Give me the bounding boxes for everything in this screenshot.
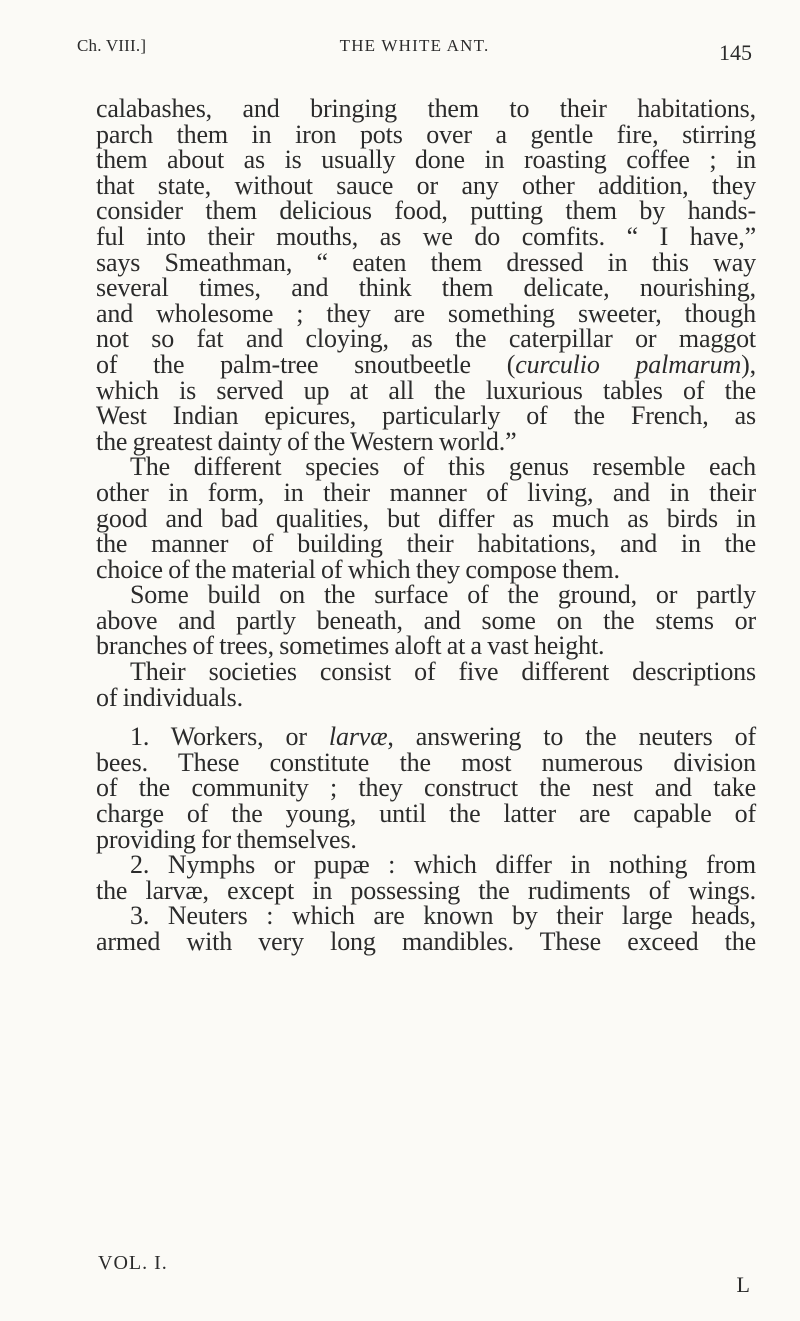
- text-line: providing for themselves.: [96, 824, 357, 854]
- paragraph: [96, 724, 756, 852]
- text-line: ful into their mouths, as we do comfits. “ I have,”: [96, 221, 756, 251]
- text-line: that state, without sauce or any other addition, they: [96, 170, 756, 200]
- text-line: above and partly beneath, and some on the stems or: [96, 605, 756, 635]
- text-line: of individuals.: [96, 682, 243, 712]
- text-line: of the community ; they construct the nest and take: [96, 773, 756, 803]
- text-line: other in form, in their manner of living, and in their: [96, 477, 756, 507]
- text-line: Their societies consist of five different descriptions: [130, 657, 756, 687]
- text-line: The different species of this genus resemble each: [130, 452, 756, 482]
- italic-term: curculio palmarum: [515, 349, 742, 379]
- text-line: consider them delicious food, putting them by hands-: [96, 196, 756, 226]
- volume-label: VOL. I.: [98, 1252, 168, 1274]
- text-line: good and bad qualities, but differ as much as birds in: [96, 503, 756, 533]
- signature-mark: L: [736, 1272, 750, 1297]
- text-line: charge of the young, until the latter are capable of: [96, 799, 756, 829]
- text-line: branches of trees, sometimes aloft at a vast height.: [96, 631, 605, 661]
- text-line: parch them in iron pots over a gentle fire, stirring: [96, 119, 756, 149]
- running-header: [77, 36, 752, 76]
- chapter-label: Ch. VIII.]: [77, 36, 147, 55]
- text-line: them about as is usually done in roasting coffee ; in: [96, 145, 756, 175]
- text-line: the larvæ, except in possessing the rudiments of wings.: [96, 875, 756, 905]
- text-line: 1. Workers, or larvæ, answering to the neuters of: [130, 722, 757, 752]
- text-line: West Indian epicures, particularly of the French, as: [96, 401, 756, 431]
- text-line: says Smeathman, “ eaten them dressed in this way: [96, 247, 756, 277]
- page-body: [96, 96, 756, 955]
- text-line: calabashes, and bringing them to their habitations,: [96, 94, 756, 123]
- text-line: 2. Nymphs or pupæ : which differ in nothing from: [130, 850, 756, 880]
- text-line: not so fat and cloying, as the caterpillar or maggot: [96, 324, 756, 354]
- text-line: several times, and think them delicate, nourishing,: [96, 273, 756, 303]
- text-line: bees. These constitute the most numerous division: [96, 747, 756, 777]
- text-line: choice of the material of which they compose them.: [96, 554, 620, 584]
- paragraph: [96, 96, 756, 454]
- text-line: and wholesome ; they are something sweeter, though: [96, 298, 756, 328]
- running-title: THE WHITE ANT.: [339, 36, 490, 55]
- text-line: of the palm-tree snoutbeetle (curculio palmarum),: [96, 349, 756, 379]
- paragraph: [96, 852, 756, 954]
- text-line: which is served up at all the luxurious tables of the: [96, 375, 756, 405]
- text-line: 3. Neuters : which are known by their large heads,: [130, 901, 756, 931]
- page-footer: [98, 1252, 758, 1312]
- italic-term: larvæ: [328, 722, 388, 752]
- page-number: 145: [719, 40, 752, 65]
- paragraph: [96, 454, 756, 710]
- text-line: the greatest dainty of the Western world.”: [96, 426, 517, 456]
- text-line: Some build on the surface of the ground, or partly: [130, 580, 756, 610]
- text-line: armed with very long mandibles. These exceed the: [96, 927, 756, 956]
- text-line: the manner of building their habitations, and in the: [96, 529, 756, 559]
